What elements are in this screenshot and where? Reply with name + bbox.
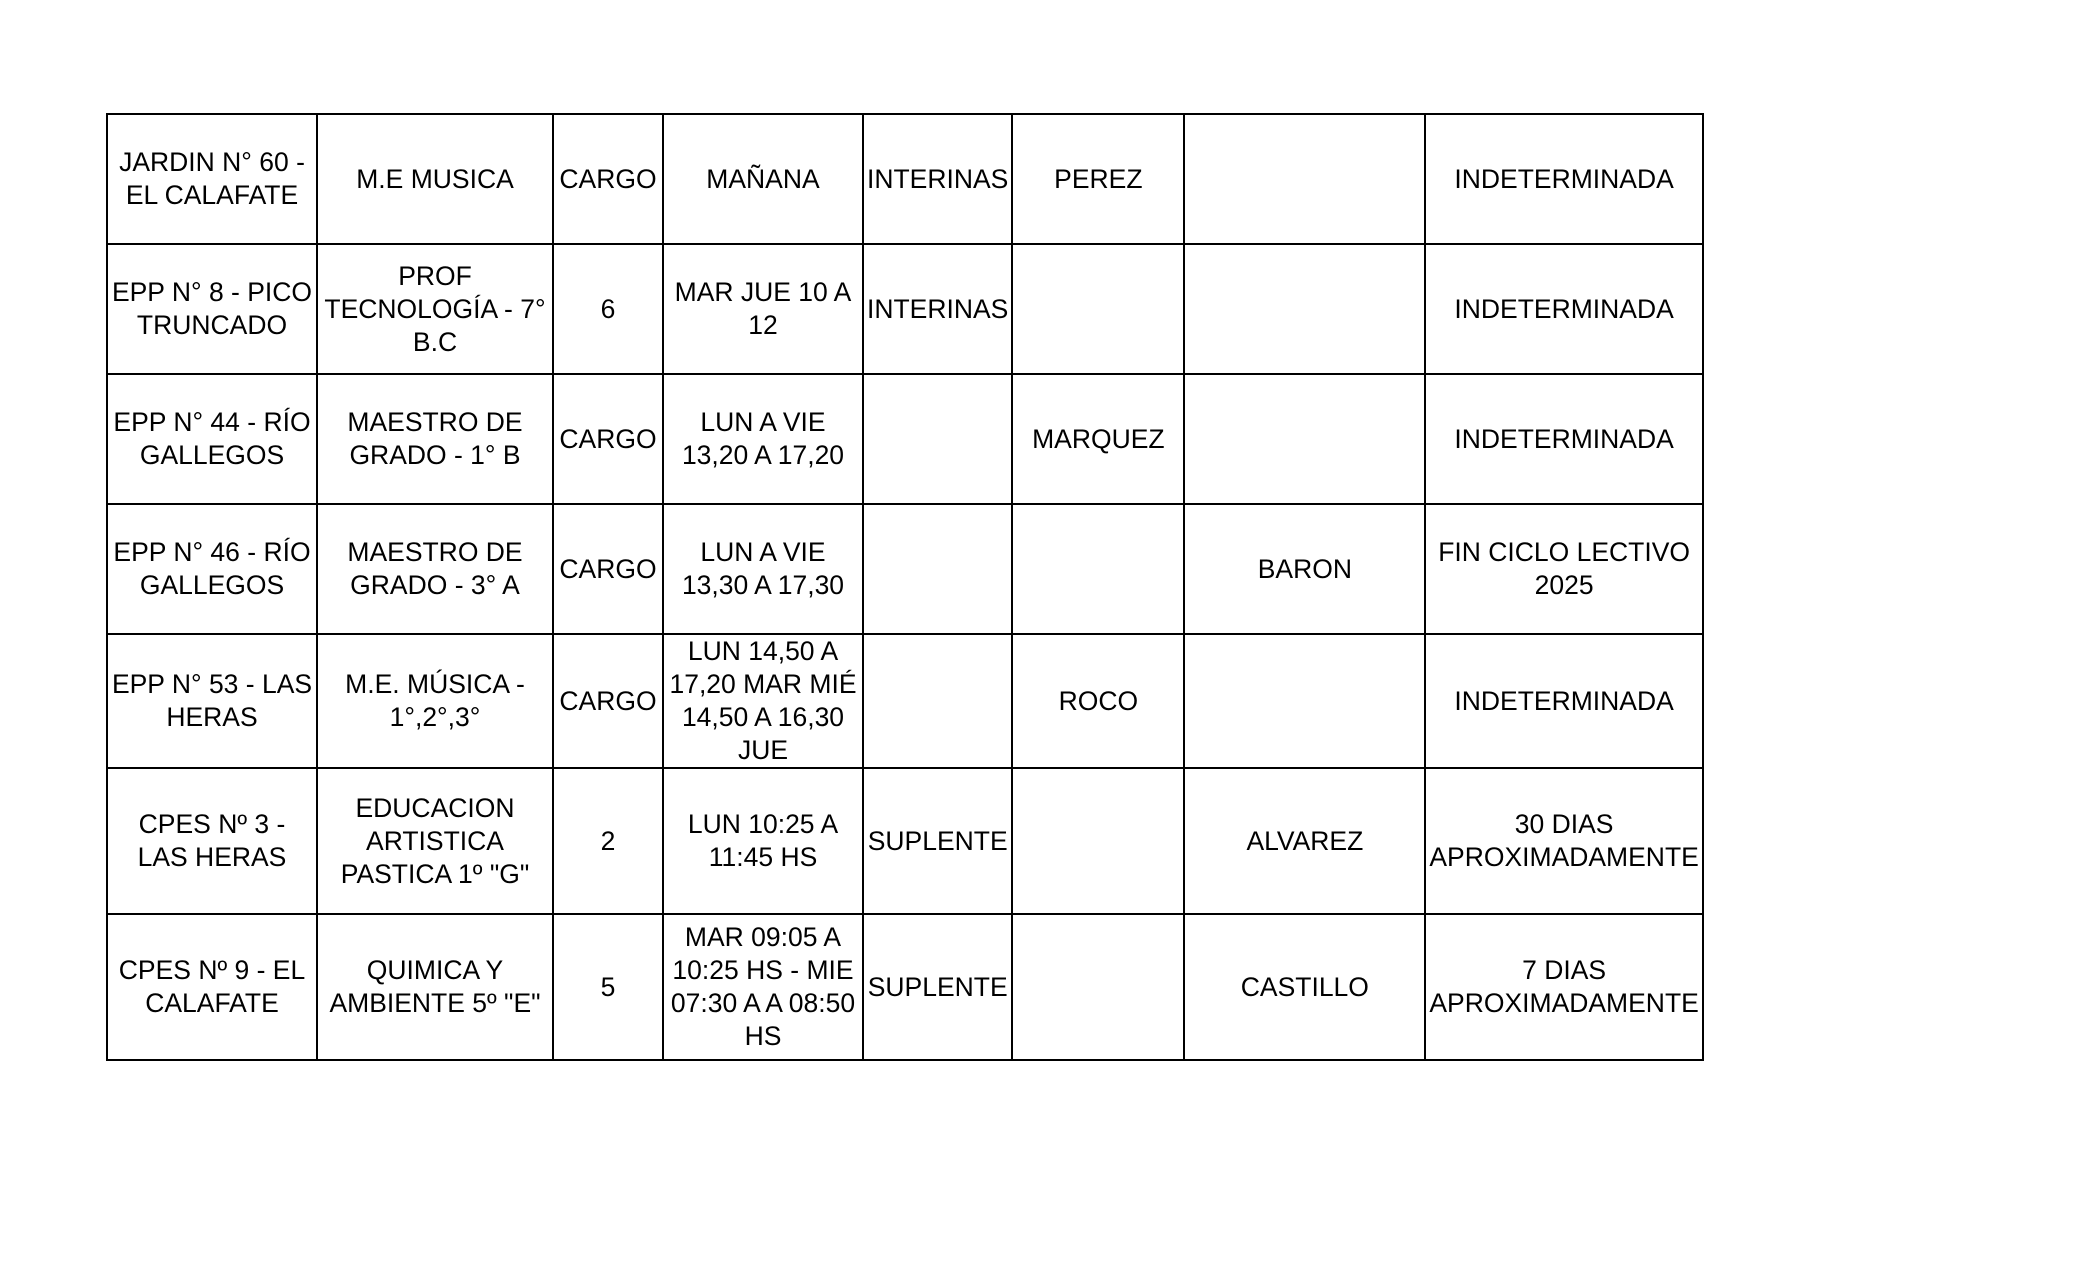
schedule-cell: MAR 09:05 A 10:25 HS - MIE 07:30 A A 08:50 HS bbox=[663, 914, 863, 1060]
duration-cell: INDETERMINADA bbox=[1425, 634, 1702, 768]
duration-cell: INDETERMINADA bbox=[1425, 374, 1702, 504]
school-cell: EPP N° 8 - PICO TRUNCADO bbox=[107, 244, 317, 374]
schedule-cell: LUN 14,50 A 17,20 MAR MIÉ 14,50 A 16,30 JUE bbox=[663, 634, 863, 768]
duration-cell: INDETERMINADA bbox=[1425, 244, 1702, 374]
school-cell: EPP N° 53 - LAS HERAS bbox=[107, 634, 317, 768]
schedule-cell: LUN 10:25 A 11:45 HS bbox=[663, 768, 863, 914]
schedule-cell: LUN A VIE 13,30 A 17,30 bbox=[663, 504, 863, 634]
duration-cell: 7 DIAS APROXIMADAMENTE bbox=[1425, 914, 1702, 1060]
replacement-cell bbox=[1184, 114, 1425, 244]
table-row bbox=[107, 768, 1703, 914]
table-row bbox=[107, 114, 1703, 244]
replacement-cell: CASTILLO bbox=[1184, 914, 1425, 1060]
school-cell: EPP N° 44 - RÍO GALLEGOS bbox=[107, 374, 317, 504]
condition-cell: INTERINAS bbox=[863, 114, 1012, 244]
table-row bbox=[107, 504, 1703, 634]
table-row bbox=[107, 374, 1703, 504]
schedule-cell: MAR JUE 10 A 12 bbox=[663, 244, 863, 374]
position-cell: MAESTRO DE GRADO - 1° B bbox=[317, 374, 553, 504]
table-row bbox=[107, 914, 1703, 1060]
school-cell: EPP N° 46 - RÍO GALLEGOS bbox=[107, 504, 317, 634]
condition-cell: INTERINAS bbox=[863, 244, 1012, 374]
vacancies-table bbox=[106, 113, 1704, 1061]
duration-cell: FIN CICLO LECTIVO 2025 bbox=[1425, 504, 1702, 634]
holder-cell bbox=[1012, 768, 1184, 914]
condition-cell bbox=[863, 634, 1012, 768]
replacement-cell bbox=[1184, 374, 1425, 504]
schedule-cell: MAÑANA bbox=[663, 114, 863, 244]
holder-cell bbox=[1012, 914, 1184, 1060]
hours-cell: 6 bbox=[553, 244, 663, 374]
replacement-cell: ALVAREZ bbox=[1184, 768, 1425, 914]
condition-cell bbox=[863, 374, 1012, 504]
duration-cell: 30 DIAS APROXIMADAMENTE bbox=[1425, 768, 1702, 914]
position-cell: M.E MUSICA bbox=[317, 114, 553, 244]
position-cell: EDUCACION ARTISTICA PASTICA 1º "G" bbox=[317, 768, 553, 914]
duration-cell: INDETERMINADA bbox=[1425, 114, 1702, 244]
school-cell: JARDIN N° 60 - EL CALAFATE bbox=[107, 114, 317, 244]
holder-cell bbox=[1012, 244, 1184, 374]
holder-cell: MARQUEZ bbox=[1012, 374, 1184, 504]
holder-cell: ROCO bbox=[1012, 634, 1184, 768]
table-row bbox=[107, 634, 1703, 768]
hours-cell: CARGO bbox=[553, 504, 663, 634]
school-cell: CPES Nº 9 - EL CALAFATE bbox=[107, 914, 317, 1060]
table-row bbox=[107, 244, 1703, 374]
hours-cell: CARGO bbox=[553, 634, 663, 768]
hours-cell: 5 bbox=[553, 914, 663, 1060]
condition-cell bbox=[863, 504, 1012, 634]
condition-cell: SUPLENTE bbox=[863, 914, 1012, 1060]
position-cell: MAESTRO DE GRADO - 3° A bbox=[317, 504, 553, 634]
replacement-cell bbox=[1184, 244, 1425, 374]
position-cell: QUIMICA Y AMBIENTE 5º "E" bbox=[317, 914, 553, 1060]
position-cell: PROF TECNOLOGÍA - 7° B.C bbox=[317, 244, 553, 374]
position-cell: M.E. MÚSICA - 1°,2°,3° bbox=[317, 634, 553, 768]
schedule-cell: LUN A VIE 13,20 A 17,20 bbox=[663, 374, 863, 504]
hours-cell: 2 bbox=[553, 768, 663, 914]
condition-cell: SUPLENTE bbox=[863, 768, 1012, 914]
holder-cell: PEREZ bbox=[1012, 114, 1184, 244]
school-cell: CPES Nº 3 - LAS HERAS bbox=[107, 768, 317, 914]
replacement-cell bbox=[1184, 634, 1425, 768]
replacement-cell: BARON bbox=[1184, 504, 1425, 634]
holder-cell bbox=[1012, 504, 1184, 634]
hours-cell: CARGO bbox=[553, 114, 663, 244]
hours-cell: CARGO bbox=[553, 374, 663, 504]
